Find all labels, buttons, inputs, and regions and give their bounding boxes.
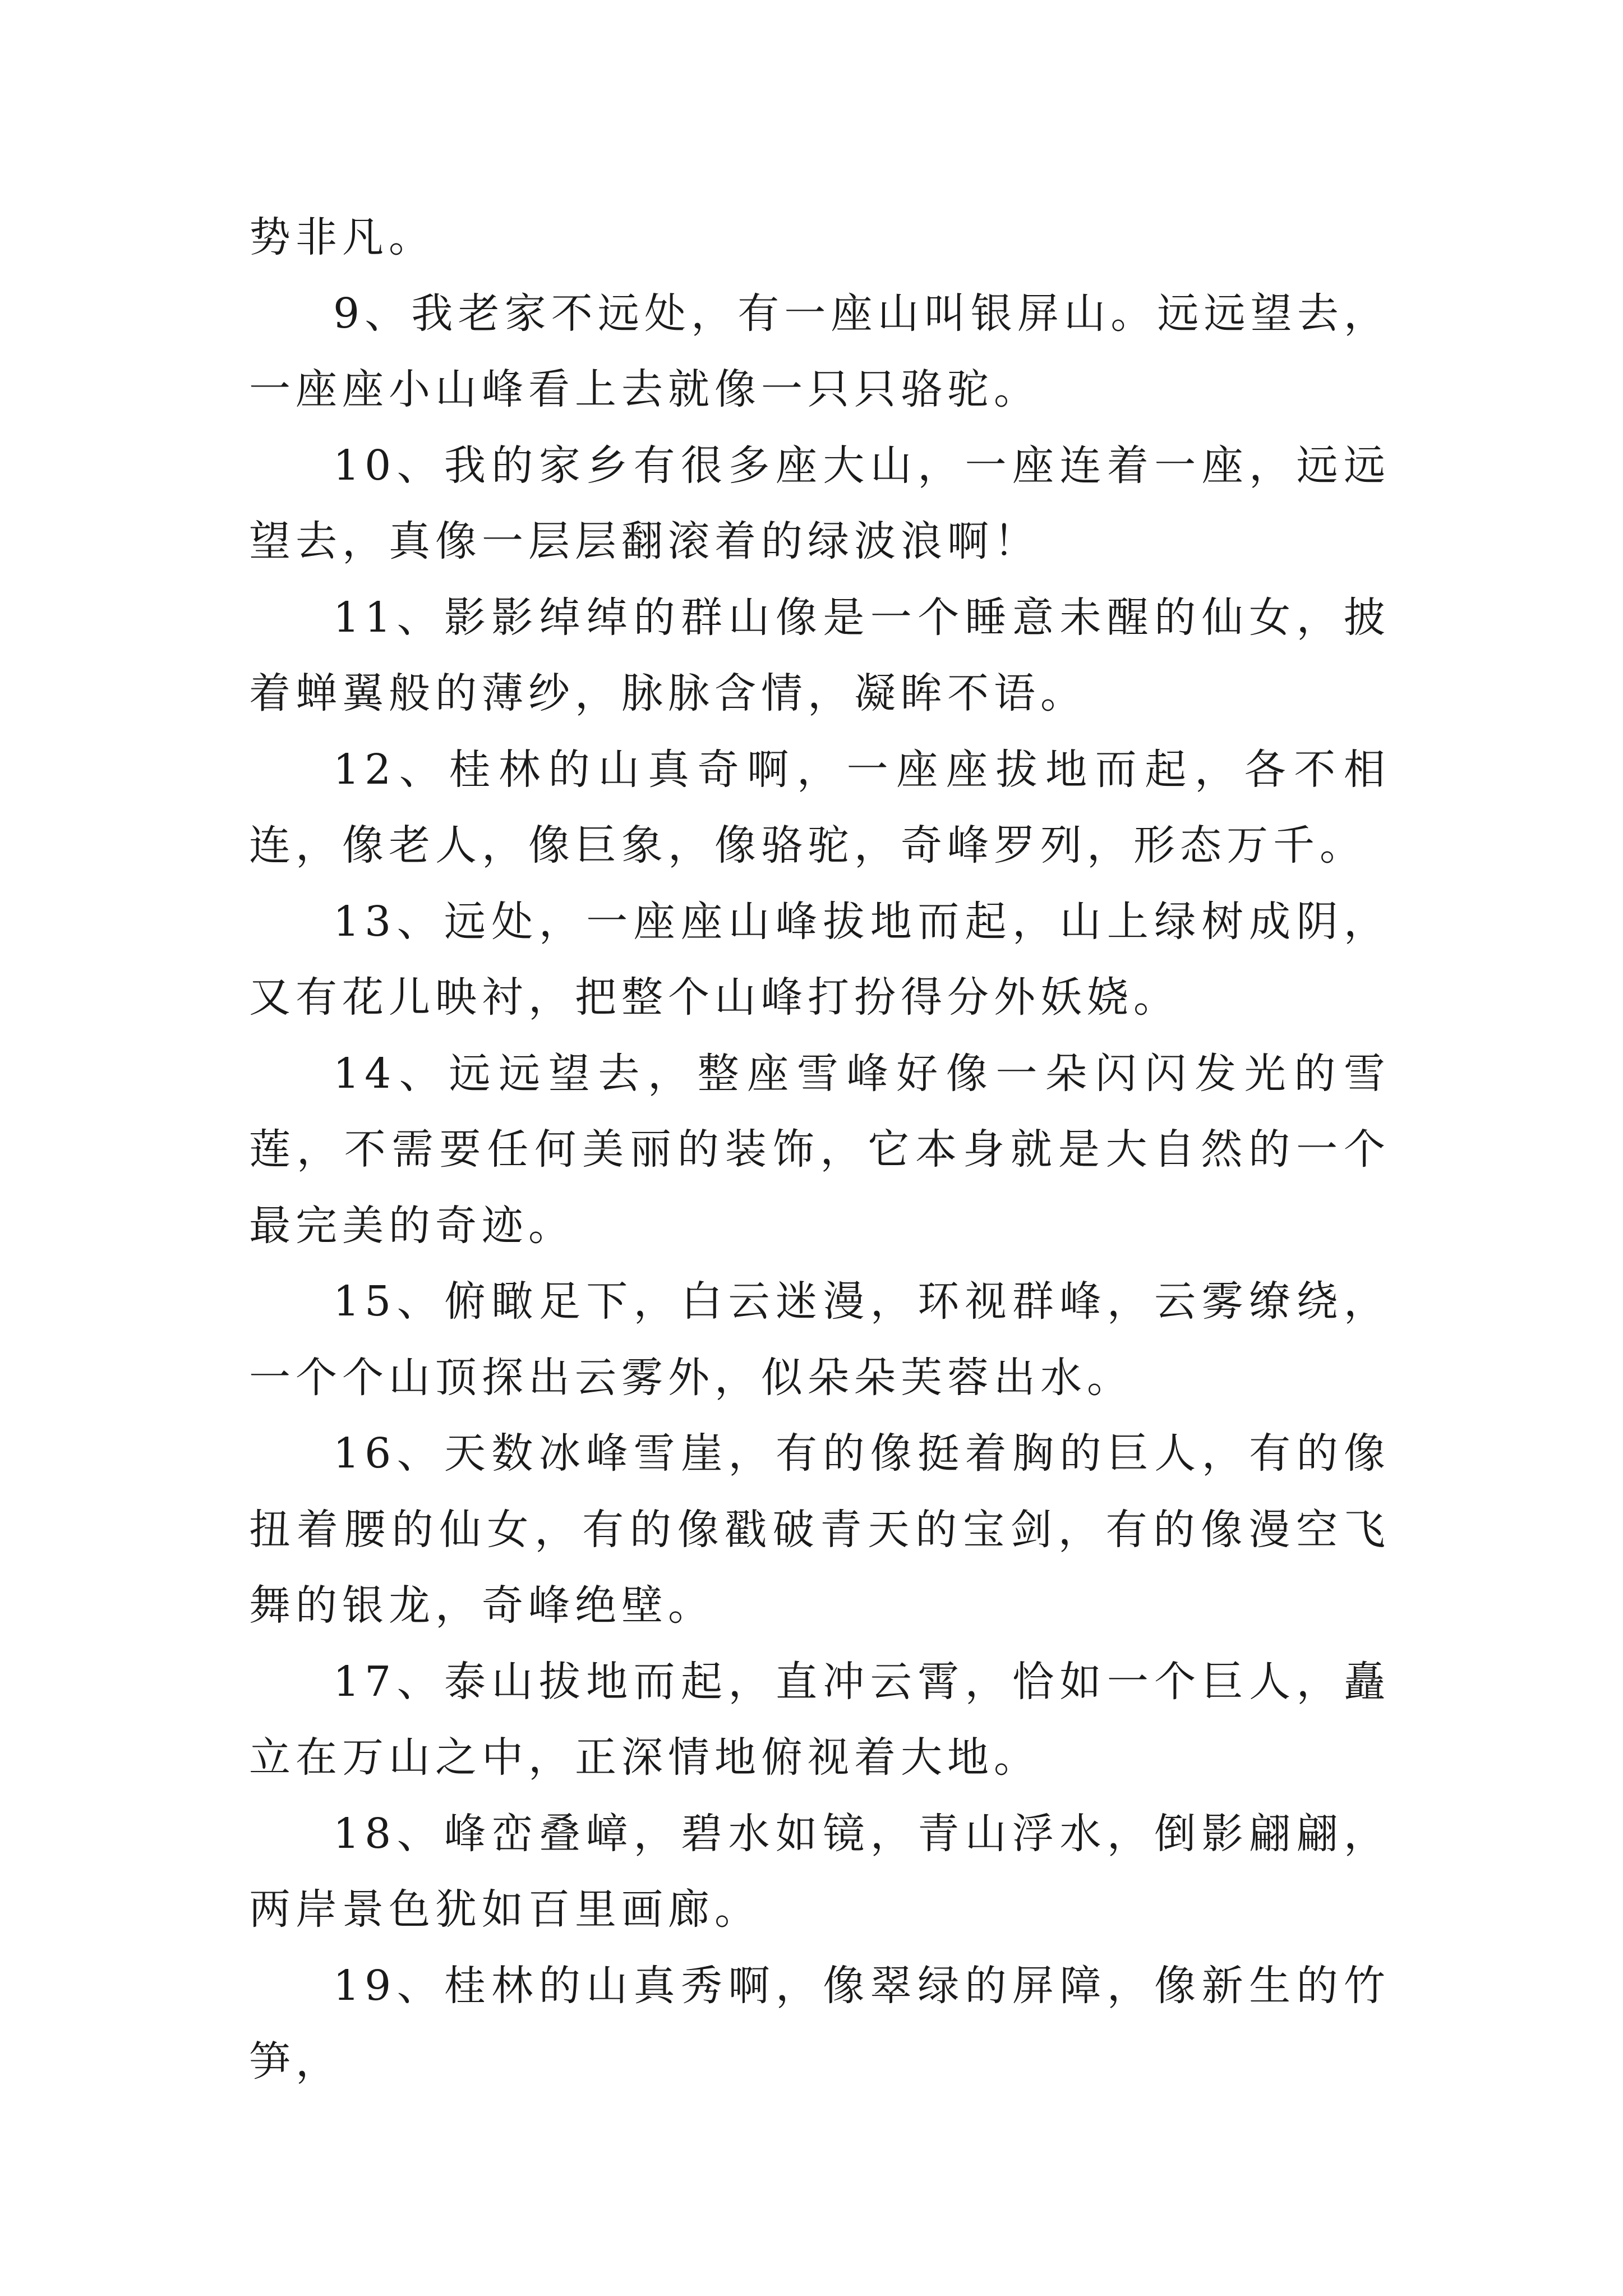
paragraph-item-11: 11、影影绰绰的群山像是一个睡意未醒的仙女，披着蝉翼般的薄纱，脉脉含情，凝眸不语。 (249, 593, 1390, 717)
paragraph-item-16: 16、天数冰峰雪崖，有的像挺着胸的巨人，有的像扭着腰的仙女，有的像戳破青天的宝剑，有的像漫空飞舞的银龙，奇峰绝壁。 (249, 1429, 1390, 1630)
paragraph-item-18: 18、峰峦叠嶂，碧水如镜，青山浮水，倒影翩翩，两岸景色犹如百里画廊。 (249, 1809, 1390, 1934)
paragraph-item-9: 9、我老家不远处，有一座山叫银屏山。远远望去，一座座小山峰看上去就像一只只骆驼。 (249, 289, 1390, 413)
paragraph-item-19: 19、桂林的山真秀啊，像翠绿的屏障，像新生的竹笋， (249, 1961, 1390, 2086)
paragraph-continuation: 势非凡。 (249, 213, 435, 261)
paragraph-item-15: 15、俯瞰足下，白云迷漫，环视群峰，云雾缭绕，一个个山顶探出云雾外，似朵朵芙蓉出水。 (249, 1277, 1390, 1402)
document-body (249, 200, 1390, 2100)
paragraph-item-10: 10、我的家乡有很多座大山，一座连着一座，远远望去，真像一层层翻滚着的绿波浪啊！ (249, 441, 1390, 565)
paragraph-item-17: 17、泰山拔地而起，直冲云霄，恰如一个巨人，矗立在万山之中，正深情地俯视着大地。 (249, 1657, 1390, 1782)
paragraph-item-12: 12、桂林的山真奇啊，一座座拔地而起，各不相连，像老人，像巨象，像骆驼，奇峰罗列，形态万千。 (249, 745, 1390, 869)
paragraph-item-13: 13、远处，一座座山峰拔地而起，山上绿树成阴，又有花儿映衬，把整个山峰打扮得分外妖娆。 (249, 897, 1390, 1022)
paragraph-item-14: 14、远远望去，整座雪峰好像一朵闪闪发光的雪莲，不需要任何美丽的装饰，它本身就是大自然的一个最完美的奇迹。 (249, 1049, 1390, 1250)
